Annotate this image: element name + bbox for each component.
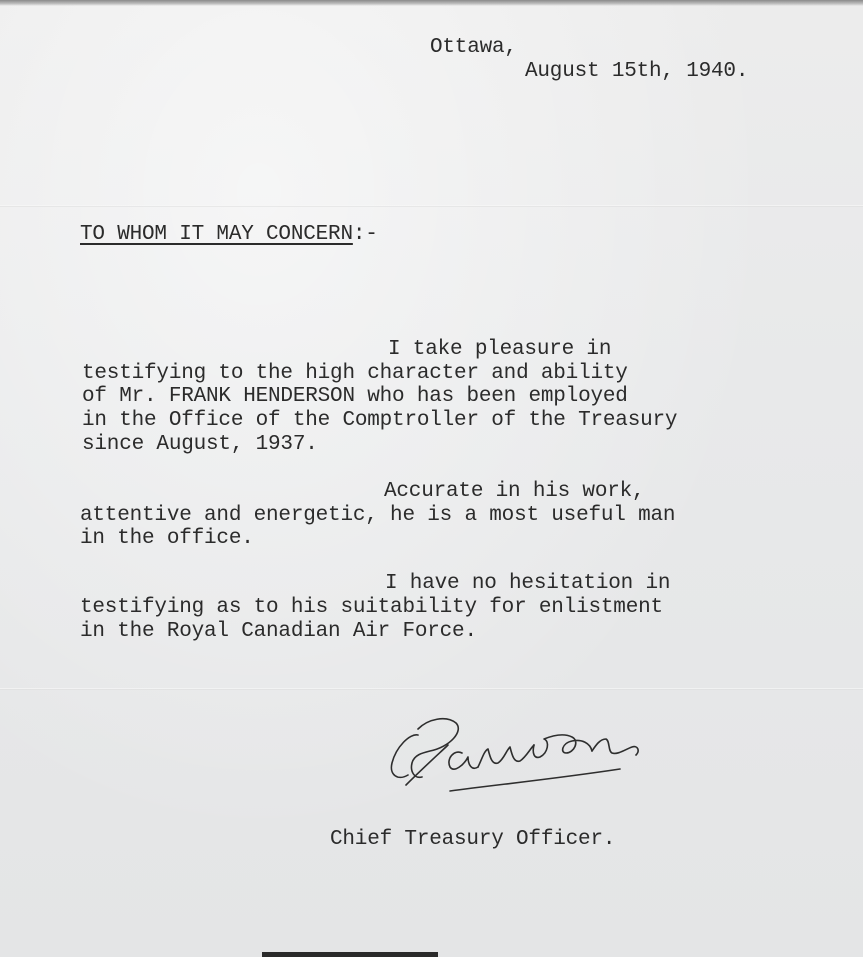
paragraph-2-line-1: Accurate in his work, <box>384 480 645 503</box>
paragraph-1-line-4: in the Office of the Comptroller of the Treasury <box>82 409 678 432</box>
paper-top-edge <box>0 0 863 6</box>
signatory-title: Chief Treasury Officer. <box>330 828 616 851</box>
paragraph-1-line-2: testifying to the high character and ability <box>82 362 628 385</box>
letter-salutation-suffix: :- <box>352 223 378 246</box>
paragraph-3-line-1: I have no hesitation in <box>385 572 671 595</box>
letter-salutation-line <box>80 223 378 247</box>
handwritten-signature <box>384 705 654 800</box>
paragraph-3-line-3: in the Royal Canadian Air Force. <box>80 620 477 643</box>
letter-salutation: TO WHOM IT MAY CONCERN <box>80 223 353 246</box>
paragraph-1-line-5: since August, 1937. <box>82 433 318 456</box>
paragraph-1-line-3: of Mr. FRANK HENDERSON who has been employed <box>82 385 628 408</box>
signature-stroke <box>391 735 418 778</box>
paper-fold-line <box>0 688 863 690</box>
paragraph-3-line-2: testifying as to his suitability for enlistment <box>80 596 663 619</box>
signature-stroke <box>450 769 620 791</box>
paragraph-2-line-2: attentive and energetic, he is a most useful man <box>80 504 676 527</box>
paragraph-2-line-3: in the office. <box>80 527 254 550</box>
signature-stroke <box>533 735 592 758</box>
signature-stroke <box>449 752 478 769</box>
signature-stroke <box>592 739 638 755</box>
letter-place: Ottawa, <box>430 36 517 59</box>
signature-stroke <box>478 745 534 767</box>
letter-date: August 15th, 1940. <box>525 60 749 83</box>
scan-edge-tab <box>262 952 438 957</box>
paper-fold-line <box>0 205 863 207</box>
paragraph-1-line-1: I take pleasure in <box>388 338 612 361</box>
